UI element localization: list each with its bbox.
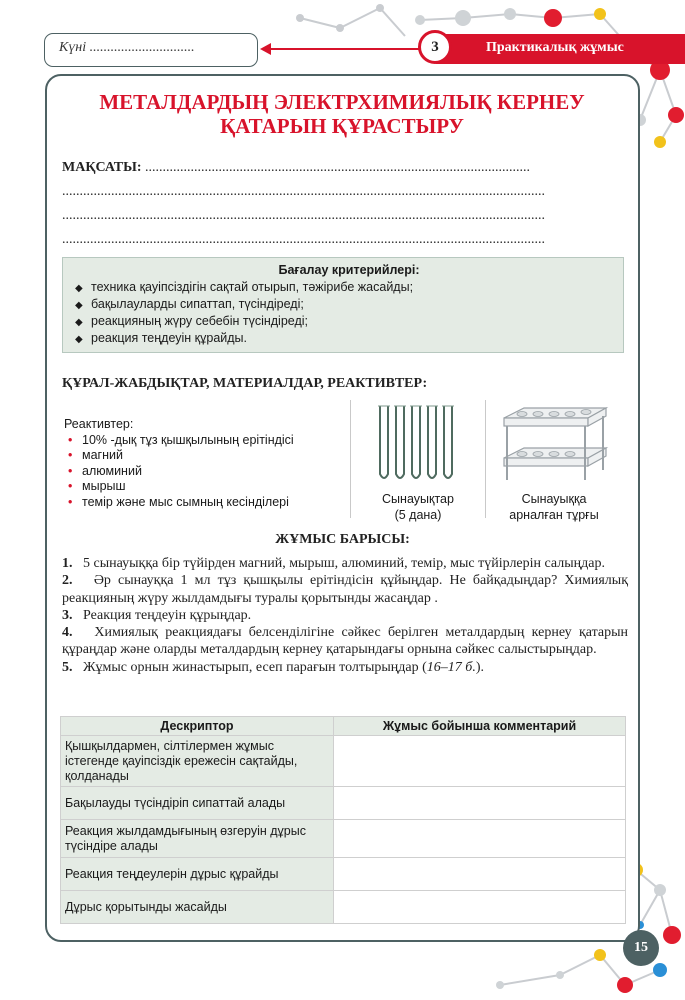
work-number-badge: 3 bbox=[418, 30, 452, 64]
diamond-bullet-icon: ◆ bbox=[75, 334, 83, 345]
list-item: ◆ техника қауіпсіздігін сақтай отырып, тәжірибе жасайды; bbox=[75, 279, 623, 296]
table-row bbox=[61, 820, 626, 858]
descriptor-cell: Реакция жылдамдығының өзгеруін дұрыс түсіндіре алады bbox=[61, 820, 334, 858]
table-row bbox=[61, 736, 626, 787]
list-item: ◆ реакцияның жүру себебін түсіндіреді; bbox=[75, 313, 623, 330]
column-header: Жұмыс бойынша комментарий bbox=[334, 717, 626, 736]
table-header-row bbox=[61, 717, 626, 736]
list-item: 3. Реакция теңдеуін құрыңдар. bbox=[62, 607, 252, 623]
list-item: 1. 5 сынауыққа бір түйірден магний, мырыш, алюминий, темір, мыс түйірлерін салыңдар. bbox=[62, 556, 605, 571]
title-line-1: МЕТАЛДАРДЫҢ ЭЛЕКТРХИМИЯЛЫҚ КЕРНЕУ bbox=[99, 90, 585, 114]
practical-work-banner: Практикалық жұмыс bbox=[436, 34, 685, 64]
goal-label: МАҚСАТЫ: bbox=[62, 160, 142, 175]
descriptor-cell: Дұрыс қорытынды жасайды bbox=[61, 891, 334, 924]
list-item: 4. Химиялық реакциядағы белсенділігіне сәйкес берілген металдардың кернеу қатарын құраңдар және оларды металдардың кернеу қатарындағы орнына сәйкес салыстырыңдар. bbox=[62, 625, 629, 658]
assessment-criteria-box bbox=[62, 257, 624, 353]
list-item: • алюминий bbox=[68, 463, 142, 478]
header-arrow bbox=[262, 48, 420, 50]
goal-blank-line[interactable]: .......................................................................................................................................... bbox=[62, 208, 545, 223]
reagents-label: Реактивтер: bbox=[64, 417, 134, 431]
comment-cell[interactable] bbox=[334, 891, 626, 924]
test-tube-rack-image bbox=[498, 404, 610, 486]
divider bbox=[350, 400, 351, 518]
list-item: • 10% -дық тұз қышқылының ерітіндісі bbox=[68, 432, 294, 447]
comment-cell[interactable] bbox=[334, 820, 626, 858]
list-item: • темір және мыс сымның кесінділері bbox=[68, 494, 289, 509]
goal-blank-line[interactable]: .......................................................................................................................................... bbox=[62, 232, 545, 247]
comment-cell[interactable] bbox=[334, 787, 626, 820]
divider bbox=[485, 400, 486, 518]
table-row bbox=[61, 858, 626, 891]
procedure-steps bbox=[62, 555, 628, 676]
reagents-list bbox=[64, 417, 344, 510]
table-row bbox=[61, 787, 626, 820]
comment-cell[interactable] bbox=[334, 858, 626, 891]
list-item: 5. Жұмыс орнын жинастырып, есеп парағын толтырыңдар (16–17 б.). bbox=[62, 659, 485, 675]
descriptor-cell: Қышқылдармен, сілтілермен жұмыс істегенде қауіпсіздік ережесін сақтайды, қолданады bbox=[61, 736, 334, 787]
goal-blank-line[interactable]: .......................................................................................................................................... bbox=[62, 184, 545, 199]
list-item: 2. Әр сынауққа 1 мл тұз қышқылы ерітіндісін құйыңдар. Не байқадыңдар? Химиялық реакцияның жүру жылдамдығы туралы қорытынды жасаңдар . bbox=[62, 573, 629, 606]
title-line-2: ҚАТАРЫН ҚҰРАСТЫРУ bbox=[220, 114, 464, 138]
diamond-bullet-icon: ◆ bbox=[75, 300, 83, 311]
arrow-head-icon bbox=[260, 43, 271, 55]
test-tubes-image bbox=[372, 404, 462, 486]
list-item: • магний bbox=[68, 448, 123, 462]
tubes-caption: Сынауықтар (5 дана) bbox=[382, 492, 454, 522]
table-row bbox=[61, 891, 626, 924]
descriptor-table bbox=[60, 716, 626, 924]
rack-caption: Сынауыққа арналған тұрғы bbox=[509, 492, 599, 522]
diamond-bullet-icon: ◆ bbox=[75, 283, 83, 294]
goal-blank-line[interactable]: .............................................................................................................. bbox=[145, 160, 531, 175]
comment-cell[interactable] bbox=[334, 736, 626, 787]
criteria-title: Бағалау критерийлері: bbox=[278, 263, 420, 277]
list-item: • мырыш bbox=[68, 479, 126, 493]
procedure-heading: ЖҰМЫС БАРЫСЫ: bbox=[275, 532, 410, 547]
descriptor-cell: Бақылауды түсіндіріп сипаттай алады bbox=[61, 787, 334, 820]
date-field[interactable]: Күні .............................. bbox=[44, 33, 258, 67]
diamond-bullet-icon: ◆ bbox=[75, 317, 83, 328]
equipment-heading: ҚҰРАЛ-ЖАБДЫҚТАР, МАТЕРИАЛДАР, РЕАКТИВТЕР: bbox=[62, 376, 428, 391]
page-title bbox=[62, 90, 622, 138]
page-number: 15 bbox=[623, 930, 659, 966]
column-header: Дескриптор bbox=[61, 717, 334, 736]
list-item: ◆ реакция теңдеуін құрайды. bbox=[75, 330, 623, 347]
descriptor-cell: Реакция теңдеулерін дұрыс құрайды bbox=[61, 858, 334, 891]
goal-section bbox=[62, 160, 626, 256]
list-item: ◆ бақылауларды сипаттап, түсіндіреді; bbox=[75, 296, 623, 313]
